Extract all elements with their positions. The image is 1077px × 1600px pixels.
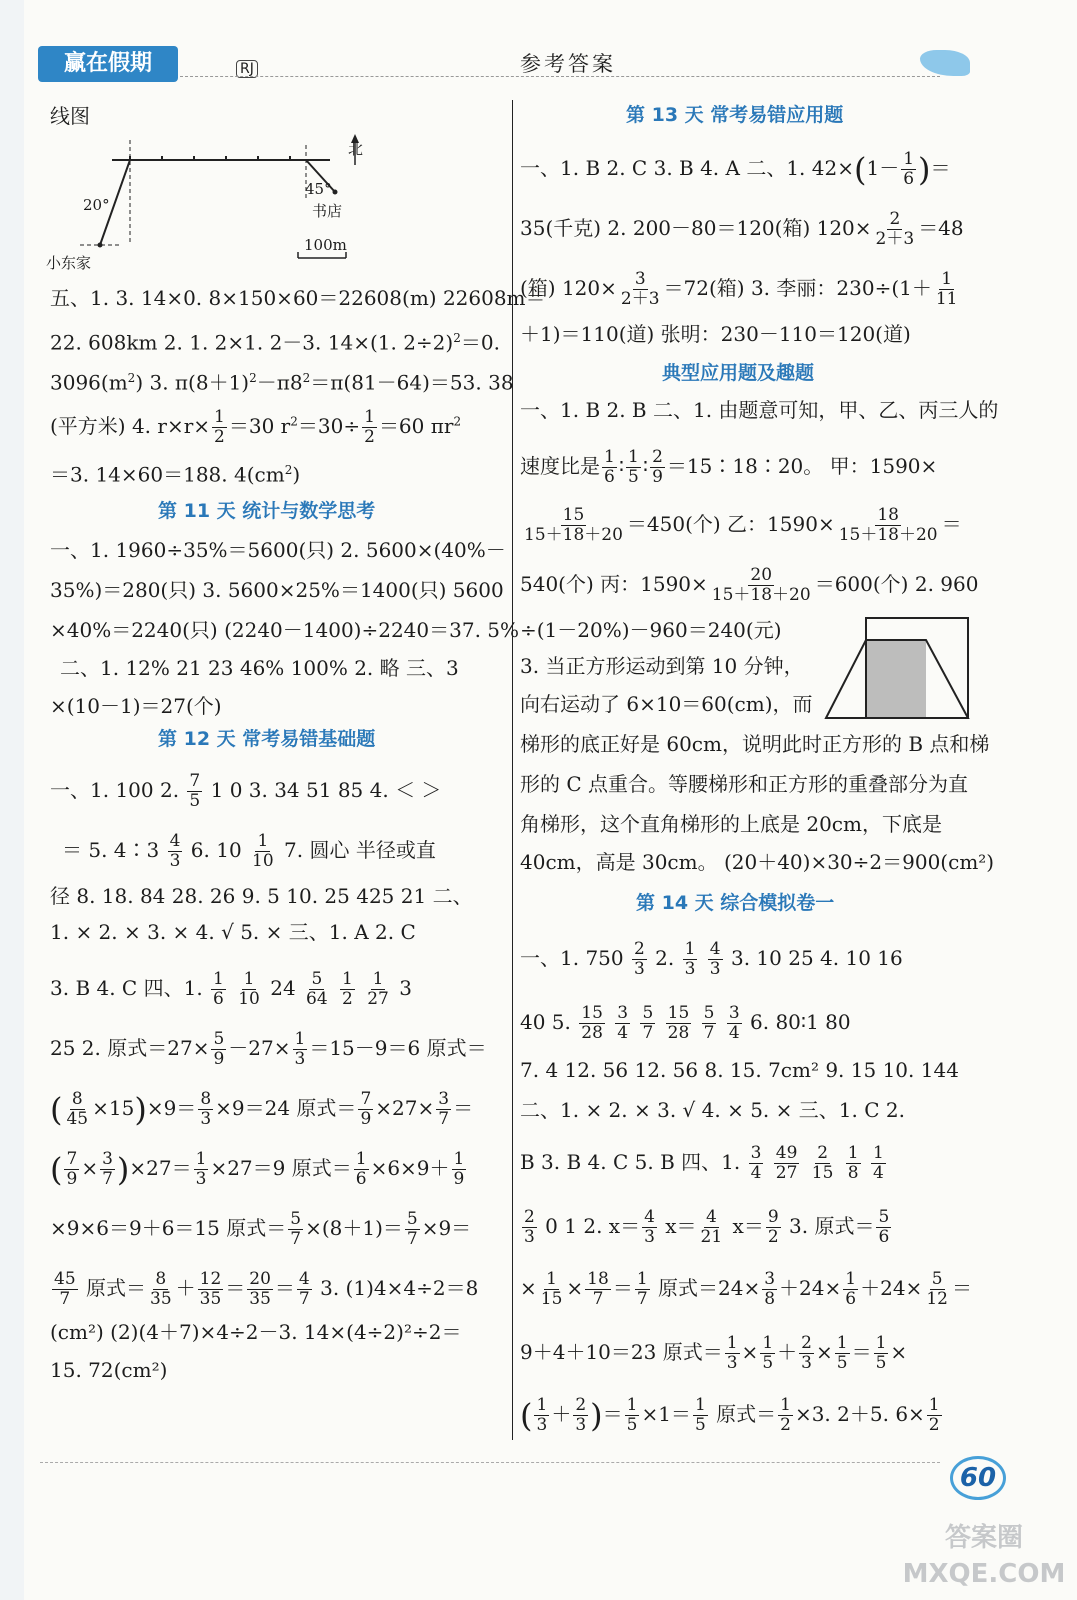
page-header-title: 参考答案 <box>520 52 616 76</box>
section-title-day11: 第 11 天 统计与数学思考 <box>158 500 376 522</box>
answer-line: ＝ 5. 4∶3 $\frac{4}{3}$ 6. 10 $\frac{1}{10}$ 7. 圆心 半径或直 <box>62 831 436 871</box>
answer-line: 40cm，高是 30cm。 (20＋40)×30÷2＝900(cm²) <box>520 850 995 874</box>
section-title-day14: 第 14 天 综合模拟卷一 <box>636 892 835 914</box>
section-title-day13: 第 13 天 常考易错应用题 <box>626 104 844 126</box>
answer-line: ＝3. 14×60＝188. $4(cm^2)$ <box>50 462 301 487</box>
answer-line: 35(千克) 2. 200－80＝120(箱) 120× $\frac{2}{2+3}$ ＝48 <box>520 209 964 249</box>
answer-line: × $\frac{1}{15}$ × $\frac{18}{7}$ ＝ $\frac{1}{7}$ 原式＝24× $\frac{3}{8}$ ＋24× $\frac{1}{6}$ ＋24× $\frac{5}{12}$ ＝ <box>520 1269 972 1309</box>
answer-line: 1. × 2. × 3. × 4. √ 5. × 三、1. A 2. C <box>50 920 416 944</box>
answer-line: 25 2. 原式＝27× $\frac{5}{9}$ －27× $\frac{1}{3}$ ＝15－9＝6 原式＝ <box>50 1029 487 1069</box>
answer-line: 3. 当正方形运动到第 10 分钟， <box>520 654 804 678</box>
answer-line: 9＋4＋10＝23 原式＝ $\frac{1}{3}$ × $\frac{1}{5}$ ＋ $\frac{2}{3}$ × $\frac{1}{5}$ ＝ $\frac{1}{5}$ × <box>520 1333 908 1373</box>
answer-line: 径 8. 18. 84 28. 26 9. 5 10. 25 425 21 二、 <box>50 884 473 908</box>
answer-line: 向右运动了 6×10＝60(cm)，而 <box>520 692 813 716</box>
answer-line: ( $\frac{1}{3}$ ＋ $\frac{2}{3}$ )＝ $\frac{1}{5}$ ×1＝ $\frac{1}{5}$ 原式＝ $\frac{1}{2}$ ×3. 2＋5. 6× $\frac{1}{2}$ <box>520 1395 940 1435</box>
answer-line: (cm²) (2)(4＋7)×4÷2－3. 14×(4÷2)²÷2＝ <box>50 1320 462 1344</box>
header-wave-decoration <box>920 50 970 76</box>
answer-line: 二、1. 12% 21 23 46% 100% 2. 略 三、3 <box>60 656 459 680</box>
answer-line: ＋1)＝110(道) 张明：230－110＝120(道) <box>520 322 911 346</box>
left-margin-band <box>0 0 24 1600</box>
answer-line: 二、1. × 2. × 3. √ 4. × 5. × 三、1. C 2. <box>520 1098 905 1122</box>
answer-line: 540(个) 丙：1590× $\frac{20}{15+18+20}$ ＝600(个) 2. 960 <box>520 565 979 605</box>
header-logo: 赢在假期 <box>38 46 178 82</box>
answer-line: 40 5. $\frac{15}{28}$ $\frac{3}{4}$ $\frac{5}{7}$ $\frac{15}{28}$ $\frac{5}{7}$ $\frac{3}{4}$ 6. 80∶1 80 <box>520 1003 851 1043</box>
north-label: 北 <box>348 140 364 158</box>
answer-line: ×9×6＝9＋6＝15 原式＝ $\frac{5}{7}$ ×(8＋1)＝ $\frac{5}{7}$ ×9＝ <box>50 1209 472 1249</box>
answer-line: 五、1. 3. 14×0. 8×150×60＝22608(m) 22608m＝ <box>50 286 546 310</box>
answer-line: 35%)＝280(只) 3. 5600×25%＝1400(只) 5600 <box>50 578 504 602</box>
angle-20-label: 20° <box>83 196 110 214</box>
answer-line: ÷(1－20%)－960＝240(元) <box>520 618 782 642</box>
footer-rule <box>40 1462 940 1463</box>
answer-line: ×(10－1)＝27(个) <box>50 694 222 718</box>
section-title-typical: 典型应用题及趣题 <box>662 362 815 384</box>
line-map-label: 线图 <box>50 104 90 128</box>
page-number: 60 <box>950 1456 1006 1500</box>
bookstore-label: 书店 <box>312 202 343 220</box>
answer-line: 一、1. 1960÷35%＝5600(只) 2. 5600×(40%－ <box>50 538 506 562</box>
answer-line: 7. 4 12. 56 12. 56 8. 15. 7cm² 9. 15 10. 144 <box>520 1058 959 1082</box>
answer-line: 一、1. 750 $\frac{2}{3}$ 2. $\frac{1}{3}$ $\frac{4}{3}$ 3. 10 25 4. 10 16 <box>520 939 903 979</box>
answer-line: 一、1. B 2. C 3. B 4. A 二、1. 42×(1－ $\frac{1}{6}$ )＝ <box>520 149 951 189</box>
home-label: 小东家 <box>46 254 92 272</box>
answer-line: ×40%＝2240(只) (2240－1400)÷2240＝37. 5% <box>50 618 520 642</box>
edition-badge: RJ <box>236 60 258 78</box>
angle-45-label: 45° <box>305 180 332 198</box>
answer-line: (平方米) 4. r×r× $\frac{1}{2}$ ＝30 $r^2=30\div$ $\frac{1}{2}$ ＝60 $\pi r^2$ <box>50 407 462 447</box>
answer-line: 3. B 4. C 四、1. $\frac{1}{6}$ $\frac{1}{10}$ 24 $\frac{5}{64}$ $\frac{1}{2}$ $\frac{1}{27}$ 3 <box>50 969 412 1009</box>
scale-label: 100m <box>304 236 347 254</box>
trapezoid-square-figure <box>822 614 972 722</box>
answer-line: B 3. B 4. C 5. B 四、1. $\frac{3}{4}$ $\frac{49}{27}$ $\frac{2}{15}$ $\frac{1}{8}$ $\frac{1}{4}$ <box>520 1143 884 1183</box>
answer-line: ( $\frac{7}{9}$ × $\frac{3}{7}$ )×27＝ $\frac{1}{3}$ ×27＝9 原式＝ $\frac{1}{6}$ ×6×9＋ $\frac{1}{9}$ <box>50 1149 465 1189</box>
answer-line: 速度比是 $\frac{1}{6}$ ∶ $\frac{1}{5}$ ∶ $\frac{2}{9}$ ＝15∶18∶20。 甲：1590× <box>520 447 938 487</box>
answer-line: 形的 C 点重合。等腰梯形和正方形的重叠部分为直 <box>520 772 969 796</box>
answer-line: 角梯形，这个直角梯形的上底是 20cm，下底是 <box>520 812 942 836</box>
answer-line: 一、1. 100 2. $\frac{7}{5}$ 1 0 3. 34 51 85 4. ＜ ＞ <box>50 771 442 811</box>
watermark: 答案圈 MXQE.COM <box>902 1523 1066 1589</box>
answer-line: 15. 72(cm²) <box>50 1358 168 1382</box>
answer-line: 22. 608km 2. 1. 2×1. 2－3. 14×(1. 2÷2)$^2$＝0. <box>50 330 500 355</box>
answer-line: (箱) 120× $\frac{3}{2+3}$ ＝72(箱) 3. 李丽：230÷(1＋ $\frac{1}{11}$ <box>520 269 958 309</box>
answer-line: $\frac{45}{7}$ 原式＝ $\frac{8}{35}$ ＋ $\frac{12}{35}$ ＝ $\frac{20}{35}$ ＝ $\frac{4}{7}$ 3. (1)4×4÷2＝8 <box>54 1269 479 1309</box>
answer-line: 一、1. B 2. B 二、1. 由题意可知，甲、乙、丙三人的 <box>520 398 999 422</box>
answer-line: $\frac{15}{15+18+20}$ ＝450(个) 乙：1590× $\frac{18}{15+18+20}$ ＝ <box>524 505 962 545</box>
answer-line: $\frac{2}{3}$ 0 1 2. x＝ $\frac{4}{3}$ x＝ $\frac{4}{21}$ x＝ $\frac{9}{2}$ 3. 原式＝ $\frac{5}{6}$ <box>524 1207 890 1247</box>
answer-line: $3096(m^2)$ 3. $\pi(8+1)^2-\pi 8^2=\pi(81-64)=53$. 38 <box>50 370 514 395</box>
answer-line: ( $\frac{8}{45}$ ×15)×9＝ $\frac{8}{3}$ ×9＝24 原式＝ $\frac{7}{9}$ ×27× $\frac{3}{7}$ ＝ <box>50 1089 474 1129</box>
section-title-day12: 第 12 天 常考易错基础题 <box>158 728 376 750</box>
answer-line: 梯形的底正好是 60cm，说明此时正方形的 B 点和梯 <box>520 732 990 756</box>
